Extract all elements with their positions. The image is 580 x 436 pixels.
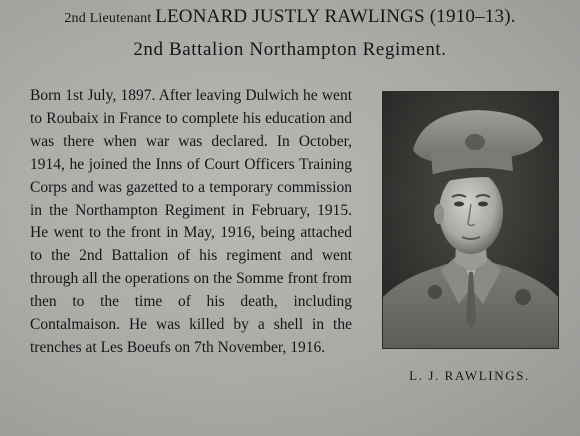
- biography-paragraph: Born 1st July, 1897. After leaving Dulwich he went to Roubaix in France to complete his education and was there when war was declared. In October, 1914, he joined the Inns of Court Officers Training Corps and was gazetted to a temporary commission in the Northampton Regiment in February, 1915. He went to the front in May, 1916, being attached to the 2nd Battalion of his regiment and went through all the operations on the Somme front from then to the time of his death, including Contalmaison. He was killed by a shell in the trenches at Les Boeufs on 7th November, 1916.: [30, 87, 352, 356]
- page-title: [0, 6, 580, 28]
- photo-caption: L. J. RAWLINGS.: [409, 368, 530, 383]
- regiment-subtitle: 2nd Battalion Northampton Regiment.: [133, 39, 447, 60]
- portrait-photo: [382, 91, 559, 349]
- rank-label: 2nd Lieutenant: [64, 11, 156, 26]
- school-years: (1910–13).: [424, 6, 516, 27]
- full-name: LEONARD JUSTLY RAWLINGS: [155, 6, 425, 27]
